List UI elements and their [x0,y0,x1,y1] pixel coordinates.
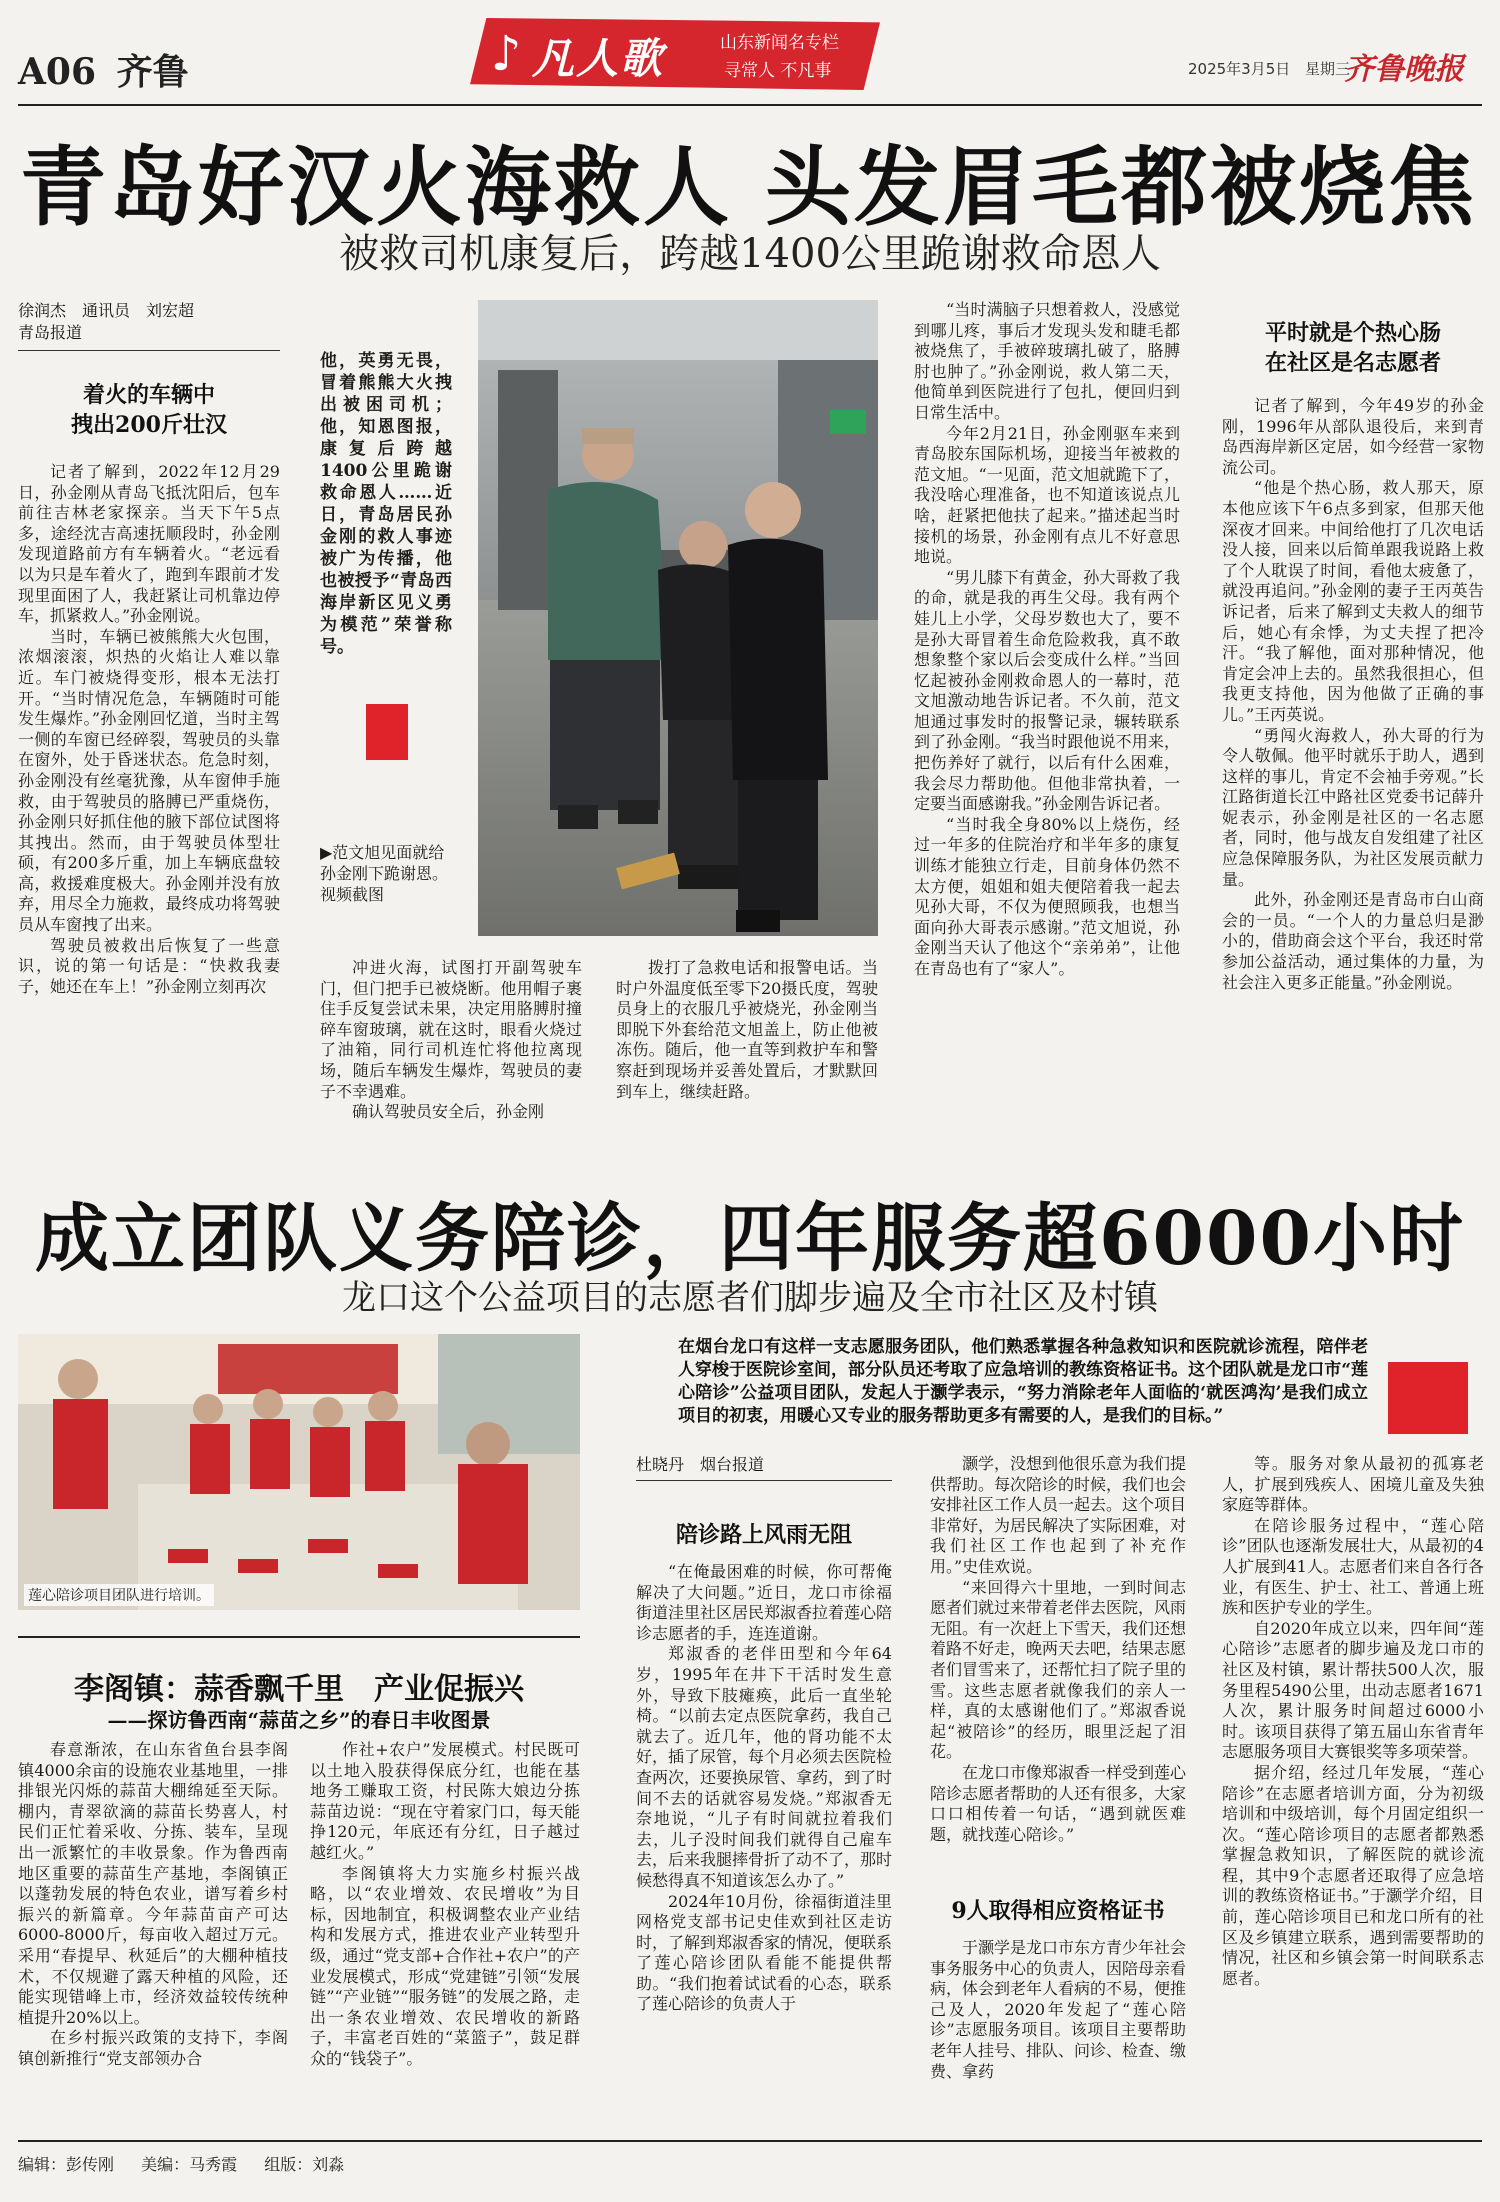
paragraph: “当时我全身80%以上烧伤，经过一年多的住院治疗和半年多的康复训练才能独立行走，目前身体仍然不太方便，姐姐和姐夫便陪着我一起去见孙大哥，不仅为便照顾我，也想当面向孙大哥表示感谢。”范文旭说，孙金刚当天认了他这个“亲弟弟”，让他在青岛也有了“家人”。 [914,814,1180,978]
page-number: A06 [18,51,97,93]
paragraph: 自2020年成立以来，四年间“莲心陪诊”志愿者的脚步遍及龙口市的社区及村镇，累计帮扶500人次，服务里程5490公里，出动志愿者1671人次，累计服务时间超过6000小时。该项目获得了第五届山东省青年志愿服务项目大赛银奖等多项荣誉。 [1222,1618,1484,1762]
paragraph: 灏学，没想到他很乐意为我们提供帮助。每次陪诊的时候，我们也会安排社区工作人员一起去。这个项目非常好，为居民解决了实际困难，对我们社区工作也起到了补充作用。”史佳欢说。 [930,1454,1186,1576]
layout-credit: 组版：刘淼 [264,2155,345,2174]
paragraph: 春意渐浓，在山东省鱼台县李阁镇4000余亩的设施农业基地里，一排排银光闪烁的蒜苗大棚绵延至天际。棚内，青翠欲滴的蒜苗长势喜人，村民们正忙着采收、分拣、装车，呈现出一派繁忙的丰收景象。作为鲁西南地区重要的蒜苗生产基地，李阁镇正以蓬勃发展的特色农业，谱写着乡村振兴的新篇章。今年蒜苗亩产可达6000-8000斤，每亩收入超过万元。采用“春提早、秋延后”的大棚种植技术，不仅规避了露天种植的风险，还能实现错峰上市，经济效益较传统种植提升20%以上。 [18,1740,288,2027]
paragraph: 作社+农户”发展模式。村民既可以土地入股获得保底分红，也能在基地务工赚取工资，村民陈大娘边分拣蒜苗边说：“现在守着家门口，每天能挣120元，年底还有分红，日子越过越红火。” [310,1740,580,1862]
story1-headline: 青岛好汉火海救人 头发眉毛都被烧焦 [20,137,1477,238]
story2-headline: 成立团队义务陪诊，四年服务超6000小时 [35,1196,1465,1282]
red-decoration-block [366,704,408,760]
story1-subheadline: 被救司机康复后，跨越1400公里跪谢救命恩人 [339,231,1161,277]
paragraph: 当时，车辆已被熊熊大火包围，浓烟滚滚，炽热的火焰让人难以靠近。车门被烧得变形，根本无法打开。“当时情况危急，车辆随时可能发生爆炸。”孙金刚回忆道，当时主驾一侧的车窗已经碎裂，驾驶员的头靠在窗外，处于昏迷状态。危急时刻，孙金刚没有丝毫犹豫，从车窗伸手施救，由于驾驶员的胳膊已严重烧伤，孙金刚只好抓住他的腋下部位试图将其拽出。然而，由于驾驶员体型壮硕，有200多斤重，加上车辆底盘较高，救援难度极大。孙金刚并没有放弃，用尽全力施救，最终成功将驾驶员从车窗拽了出来。 [18,626,280,935]
paper-logo: 齐鲁晚报 [1344,52,1464,87]
story2-column-3 [1222,1454,1484,2122]
column-name: 凡人歌 [532,34,665,83]
story1-column-3 [616,958,878,1128]
story1-photo [478,300,878,936]
paragraph: 拨打了急救电话和报警电话。当时户外温度低至零下20摄氏度，驾驶员身上的衣服几乎被烧光，孙金刚当即脱下外套给范文旭盖上，防止他被冻伤。随后，他一直等到救护车和警察赶到现场并妥善处置后，才默默回到车上，继续赶路。 [616,958,878,1101]
music-note-icon: ♪ [490,26,522,82]
date: 2025年3月5日 [1188,60,1291,78]
paragraph: 在龙口市像郑淑香一样受到莲心陪诊志愿者帮助的人还有很多，大家口口相传着一句话，“遇到就医难题，就找莲心陪诊。” [930,1762,1186,1844]
paragraph: 驾驶员被救出后恢复了一些意识，说的第一句话是：“快救我妻子，她还在车上！”孙金刚立刻再次 [18,935,280,996]
column-motto: 寻常人 不凡事 [724,61,832,81]
paragraph: “在俺最困难的时候，你可帮俺解决了大问题。”近日，龙口市徐福街道洼里社区居民郑淑香拉着莲心陪诊志愿者的手，连连道谢。 [636,1562,892,1643]
section-name: 齐鲁 [116,51,189,93]
story2-section-title-2: 9人取得相应资格证书 [951,1898,1165,1924]
paragraph: 郑淑香的老伴田型和今年64岁，1995年在井下干活时发生意外，导致下肢瘫痪，此后一直坐轮椅。“以前去定点医院拿药，我自己就去了。近几年，他的肾功能不太好，插了尿管，每个月必须去医院检查两次，还要换尿管、拿药，到了时间不去的话就容易发烧。”郑淑香无奈地说，“儿子有时间就拉着我们去，儿子没时间我们就得自己雇车去，后来我腿摔骨折了动不了，那时候愁得真不知道该怎么办了。” [636,1644,892,1890]
byline-divider [18,350,280,351]
story3-top-rule [18,1636,580,1638]
paragraph: 此外，孙金刚还是青岛市白山商会的一员。“一个人的力量总归是渺小的，借助商会这个平台，我还时常参加公益活动，通过集体的力量，为社会注入更多正能量。”孙金刚说。 [1222,890,1484,992]
story2-subheadline: 龙口这个公益项目的志愿者们脚步遍及全市社区及村镇 [342,1278,1158,1318]
designer-credit: 美编：马秀霞 [141,2155,238,2174]
story2-photo-caption: 莲心陪诊项目团队进行培训。 [24,1584,214,1606]
red-decoration-block [1388,1362,1468,1434]
byline-authors: 徐润杰 通讯员 刘宏超 [18,301,195,320]
story1-section-title-1: 着火的车辆中 拽出200斤壮汉 [71,382,227,438]
story1-pullquote: 他，英勇无畏，冒着熊熊大火拽出被困司机；他，知恩图报，康复后跨越1400公里跪谢救命恩人……近日，青岛居民孙金刚的救人事迹被广为传播，他也被授予“青岛西海岸新区见义勇为模范”荣誉称号。 [320,351,452,657]
story1-column-4 [914,300,1180,1130]
byline-divider [636,1480,892,1481]
story2-column-2 [930,1454,1186,1874]
story1-byline [18,300,280,344]
photo-airport-kneeling-scene [478,300,878,936]
paragraph: 在乡村振兴政策的支持下，李阁镇创新推行“党支部领办合 [18,2028,288,2068]
story2-intro: 在烟台龙口有这样一支志愿服务团队，他们熟悉掌握各种急救知识和医院就诊流程，陪伴老人穿梭于医院诊室间，部分队员还考取了应急培训的教练资格证书。这个团队就是龙口市“莲心陪诊”公益项目团队，发起人于灏学表示，“努力消除老年人面临的‘就医鸿沟’是我们成立项目的初衷，用暖心又专业的服务帮助更多有需要的人，是我们的目标。” [678,1337,1368,1426]
editor-credit: 编辑：彭传刚 [18,2155,115,2174]
paragraph: “来回得六十里地，一到时间志愿者们就过来带着老伴去医院，风雨无阻。有一次赶上下雪天，我们还想着路不好走，晚两天去吧，结果志愿者们冒雪来了，还帮忙扫了院子里的雪。这些志愿者就像我们的亲人一样，真的太感谢他们了。”郑淑香说起“被陪诊”的经历，眼里泛起了泪花。 [930,1577,1186,1762]
story2-photo [18,1334,580,1610]
paragraph: 2024年10月份，徐福街道洼里网格党支部书记史佳欢到社区走访时，了解到郑淑香家的情况，便联系了莲心陪诊团队看能不能提供帮助。“我们抱着试试看的心态，联系了莲心陪诊的负责人于 [636,1891,892,2014]
story2-byline: 杜晓丹 烟台报道 [636,1455,765,1474]
weekday: 星期三 [1305,60,1351,78]
paragraph: “当时满脑子只想着救人，没感觉到哪儿疼，事后才发现头发和睫毛都被烧焦了，手被碎玻璃扎破了，胳膊肘也肿了。”孙金刚说，救人第二天，他简单到医院进行了包扎，便回归到日常生活中。 [914,300,1180,422]
paragraph: 记者了解到，今年49岁的孙金刚，1996年从部队退役后，来到青岛西海岸新区定居，如今经营一家物流公司。 [1222,396,1484,477]
paragraph: 于灏学是龙口市东方青少年社会事务服务中心的负责人，因陪母亲看病，体会到老年人看病的不易，便推己及人，2020年发起了“莲心陪诊”志愿服务项目。该项目主要帮助老年人挂号、排队、问诊、检查、缴费、拿药 [930,1938,1186,2081]
byline-location: 青岛报道 [18,323,83,342]
story1-column-2 [320,958,582,1128]
page-footer [18,2152,344,2175]
paragraph: 确认驾驶员安全后，孙金刚 [352,1102,545,1122]
story1-column-1 [18,462,280,1102]
issue-date [1188,58,1350,79]
story2-column-2b [930,1938,1186,2122]
story1-section-title-2: 平时就是个热心肠 在社区是名志愿者 [1264,320,1441,376]
story2-section-title-1: 陪诊路上风雨无阻 [675,1522,852,1548]
paragraph: “男儿膝下有黄金，孙大哥救了我的命，就是我的再生父母。我有两个娃儿上小学，父母岁数也大了，要不是孙大哥冒着生命危险救我，真不敢想象整个家以后会变成什么样。”当回忆起被孙金刚救命恩人的一幕时，范文旭激动地告诉记者。不久前，范文旭通过事发时的报警记录，辗转联系到了孙金刚。“我当时跟他说不用来，把伤养好了就行，以后有什么困难，我会尽力帮助他。但他非常执着，一定要当面感谢我。”孙金刚告诉记者。 [914,567,1180,814]
paragraph: 据介绍，经过几年发展，“莲心陪诊”在志愿者培训方面，分为初级培训和中级培训，每个月固定组织一次。“莲心陪诊项目的志愿者都熟悉掌握急救知识，了解医院的就诊流程，其中9个志愿者还取得了应急培训的教练资格证书。”于灏学介绍，目前，莲心陪诊项目已和龙口所有的社区及乡镇建立联系，遇到需要帮助的情况，社区和乡镇会第一时间联系志愿者。 [1222,1762,1484,1988]
story1-photo-caption: ▶范文旭见面就给孙金刚下跪谢恩。视频截图 [320,843,449,904]
paragraph: 记者了解到，2022年12月29日，孙金刚从青岛飞抵沈阳后，包车前往吉林老家探亲。当天下午5点多，途经沈吉高速抚顺段时，孙金刚发现道路前方有车辆着火。“老远看以为只是车着火了，跑到车跟前才发现里面困了人，我赶紧让司机靠边停车，抓紧救人。”孙金刚说。 [18,462,280,626]
paragraph: 李阁镇将大力实施乡村振兴战略，以“农业增效、农民增收”为目标，因地制宜，积极调整农业产业结构和发展方式，推进农业产业转型升级，通过“党支部+合作社+农户”的产业发展模式，形成“党建链”引领“发展链”“产业链”“服务链”的发展之路，走出一条农业增效、农民增收的新路子，丰富老百姓的“菜篮子”，鼓足群众的“钱袋子”。 [310,1863,580,2068]
story1-column-5 [1222,396,1484,1130]
story3-subheadline: ——探访鲁西南“蒜苗之乡”的春日丰收图景 [107,1708,491,1732]
photo-volunteer-training [18,1334,580,1610]
column-tagline: 山东新闻名专栏 [720,33,839,53]
story3-column-2 [310,1740,580,2120]
paragraph: “他是个热心肠，救人那天，原本他应该下午6点多到家，但那天他深夜才回来。中间给他打了几次电话没人接，回来以后简单跟我说路上救了个人耽误了时间，看他太疲惫了，就没再追问。”孙金刚的妻子王丙英告诉记者，后来了解到丈夫救人的细节后，她心有余悸，为丈夫捏了把冷汗。“我了解他，面对那种情况，他肯定会冲上去的。虽然我很担心，但我更支持他，因为他做了正确的事儿。”王丙英说。 [1222,478,1484,724]
masthead-divider [18,104,1482,106]
story3-column-1 [18,1740,288,2120]
story3-headline: 李阁镇：蒜香飘千里 产业促振兴 [74,1672,524,1707]
paragraph: 今年2月21日，孙金刚驱车来到青岛胶东国际机场，迎接当年被救的范文旭。“一见面，范文旭就跪下了，我没啥心理准备，也不知道该说点儿啥，赶紧把他扶了起来。”描述起当时接机的场景，孙金刚有点儿不好意思地说。 [914,423,1180,567]
paragraph: “勇闯火海救人，孙大哥的行为令人敬佩。他平时就乐于助人，遇到这样的事儿，肯定不会袖手旁观。”长江路街道长江中路社区党委书记薛升妮表示，孙金刚是社区的一名志愿者，同时，他与战友自发组建了社区应急保障服务队，为社区发展贡献力量。 [1222,725,1484,889]
footer-divider [18,2140,1482,2142]
paragraph: 冲进火海，试图打开副驾驶车门，但门把手已被烧断。他用帽子裹住手反复尝试未果，决定用胳膊肘撞碎车窗玻璃，就在这时，眼看火烧过了油箱，同行司机连忙将他拉离现场，随后车辆发生爆炸，驾驶员的妻子不幸遇难。 [320,958,582,1101]
story2-column-1 [636,1562,892,2122]
paragraph: 等。服务对象从最初的孤寡老人，扩展到残疾人、困境儿童及失独家庭等群体。 [1222,1454,1484,1515]
paragraph: 在陪诊服务过程中，“莲心陪诊”团队也逐渐发展壮大，从最初的4人扩展到41人。志愿者们来自各行各业，有医生、护士、社工、普通上班族和医护专业的学生。 [1222,1515,1484,1618]
page-label [18,44,189,95]
